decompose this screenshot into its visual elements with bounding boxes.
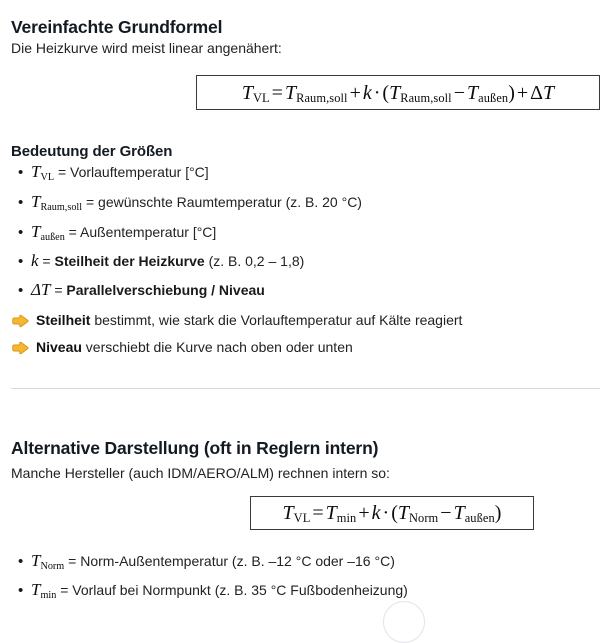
list-item (11, 581, 408, 602)
note-steilheit-text: Steilheit bestimmt, wie stark die Vorlauftemperatur auf Kälte reagiert (36, 312, 463, 328)
bullet-marker: • (18, 194, 24, 211)
note-niveau (11, 338, 353, 356)
definition-tmin: $T_{min}$ = Vorlauf bei Normpunkt (z. B. 35 °C Fußbodenheizung) (31, 580, 408, 601)
note-niveau-text: Niveau verschiebt die Kurve nach oben oder unten (36, 339, 353, 355)
list-item (11, 281, 265, 300)
bullet-marker: • (18, 553, 24, 570)
list-item (11, 193, 362, 214)
list-item (11, 552, 395, 573)
subheading-bedeutung: Bedeutung der Größen (11, 143, 173, 161)
definition-tnorm: $T_{Norm}$ = Norm-Außentemperatur (z. B. –12 °C oder –16 °C) (31, 551, 395, 572)
section1-intro-text: Die Heizkurve wird meist linear angenähert: (11, 40, 282, 56)
pointing-hand-icon (11, 341, 30, 355)
note-steilheit (11, 311, 462, 329)
section2-heading: Alternative Darstellung (oft in Reglern intern) (11, 437, 379, 458)
section-divider (11, 388, 600, 389)
list-item (11, 163, 209, 184)
bullet-marker: • (18, 282, 24, 299)
formula-box-alternative (250, 496, 534, 530)
formula-box-primary (196, 75, 600, 110)
loading-spinner-circle (383, 601, 425, 643)
bullet-marker: • (18, 582, 24, 599)
definition-delta-t: ΔT = Parallelverschiebung / Niveau (31, 280, 265, 299)
bullet-marker: • (18, 164, 24, 181)
definition-traumsoll: $T_{Raum,soll}$ = gewünschte Raumtemperatur (z. B. 20 °C) (31, 192, 362, 213)
bullet-marker: • (18, 224, 24, 241)
definition-tvl: $T_{VL}$ = Vorlauftemperatur [°C] (31, 162, 209, 183)
formula-alternative: $T_{VL} = T_{min} + k \cdot (T_{Norm} - T_{außen})$ (282, 502, 502, 526)
definition-taussen: $T_{außen}$ = Außentemperatur [°C] (31, 222, 217, 243)
formula-primary: $T_{VL} = T_{Raum,soll} + k \cdot (T_{Raum,soll} - T_{außen}) + \Delta T$ (241, 81, 555, 105)
list-item (11, 223, 216, 244)
list-item (11, 252, 304, 271)
bullet-marker: • (18, 253, 24, 270)
page-title: Vereinfachte Grundformel (11, 16, 223, 37)
definition-k: k = Steilheit der Heizkurve (z. B. 0,2 – 1,8) (31, 251, 305, 270)
section2-intro-text: Manche Hersteller (auch IDM/AERO/ALM) rechnen intern so: (11, 465, 390, 481)
pointing-hand-icon (11, 314, 30, 328)
